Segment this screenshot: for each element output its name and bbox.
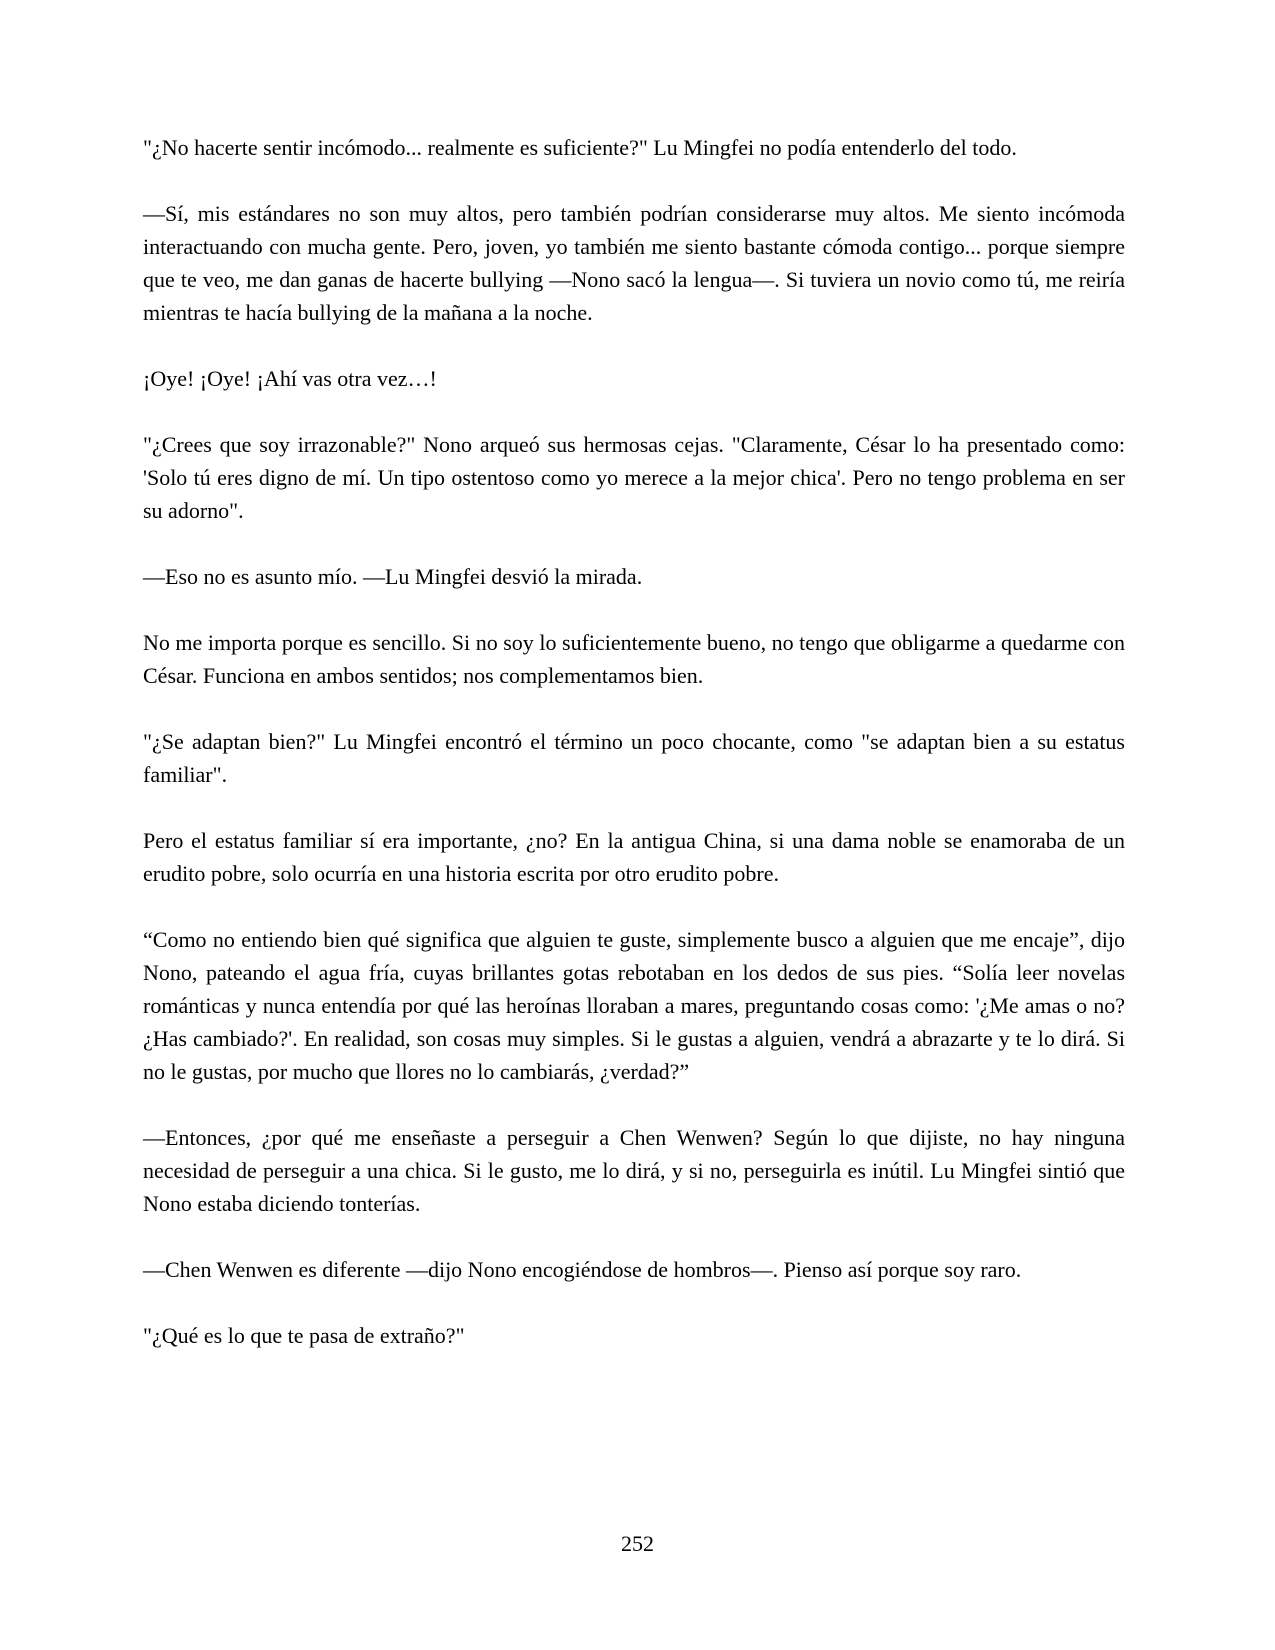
paragraph: —Eso no es asunto mío. —Lu Mingfei desvió la mirada.: [143, 564, 643, 589]
paragraph: “Como no entiendo bien qué significa que alguien te guste, simplemente busco a alguien que me encaje”, dijo Nono, pateando el agua fría, cuyas brillantes gotas rebotaban en los dedos de sus pies. “Solía leer novelas románticas y nunca entendía por qué las heroínas lloraban a mares, preguntando cosas como: '¿Me amas o no? ¿Has cambiado?'. En realidad, son cosas muy simples. Si le gustas a alguien, vendrá a abrazarte y te lo dirá. Si no le gustas, por mucho que llores no lo cambiarás, ¿verdad?”: [143, 927, 1125, 1084]
paragraph: ¡Oye! ¡Oye! ¡Ahí vas otra vez…!: [143, 366, 437, 391]
paragraph: "¿Crees que soy irrazonable?" Nono arqueó sus hermosas cejas. "Claramente, César lo ha presentado como: 'Solo tú eres digno de mí. Un tipo ostentoso como yo merece a la mejor chica'. Pero no tengo problema en ser su adorno".: [143, 432, 1125, 523]
paragraph: No me importa porque es sencillo. Si no soy lo suficientemente bueno, no tengo que obligarme a quedarme con César. Funciona en ambos sentidos; nos complementamos bien.: [143, 630, 1125, 688]
paragraph: "¿Se adaptan bien?" Lu Mingfei encontró el término un poco chocante, como "se adaptan bien a su estatus familiar".: [143, 729, 1125, 787]
paragraph: —Entonces, ¿por qué me enseñaste a perseguir a Chen Wenwen? Según lo que dijiste, no hay ninguna necesidad de perseguir a una chica. Si le gusto, me lo dirá, y si no, perseguirla es inútil. Lu Mingfei sintió que Nono estaba diciendo tonterías.: [143, 1125, 1125, 1216]
paragraph: —Chen Wenwen es diferente —dijo Nono encogiéndose de hombros—. Pienso así porque soy raro.: [143, 1257, 1022, 1282]
paragraph: Pero el estatus familiar sí era importante, ¿no? En la antigua China, si una dama noble se enamoraba de un erudito pobre, solo ocurría en una historia escrita por otro erudito pobre.: [143, 828, 1125, 886]
paragraph: —Sí, mis estándares no son muy altos, pero también podrían considerarse muy altos. Me siento incómoda interactuando con mucha gente. Pero, joven, yo también me siento bastante cómoda contigo... porque siempre que te veo, me dan ganas de hacerte bullying —Nono sacó la lengua—. Si tuviera un novio como tú, me reiría mientras te hacía bullying de la mañana a la noche.: [143, 201, 1125, 325]
paragraph: "¿Qué es lo que te pasa de extraño?": [143, 1323, 465, 1348]
paragraph: "¿No hacerte sentir incómodo... realmente es suficiente?" Lu Mingfei no podía entenderlo del todo.: [143, 135, 1017, 160]
page-number: 252: [621, 1531, 654, 1556]
